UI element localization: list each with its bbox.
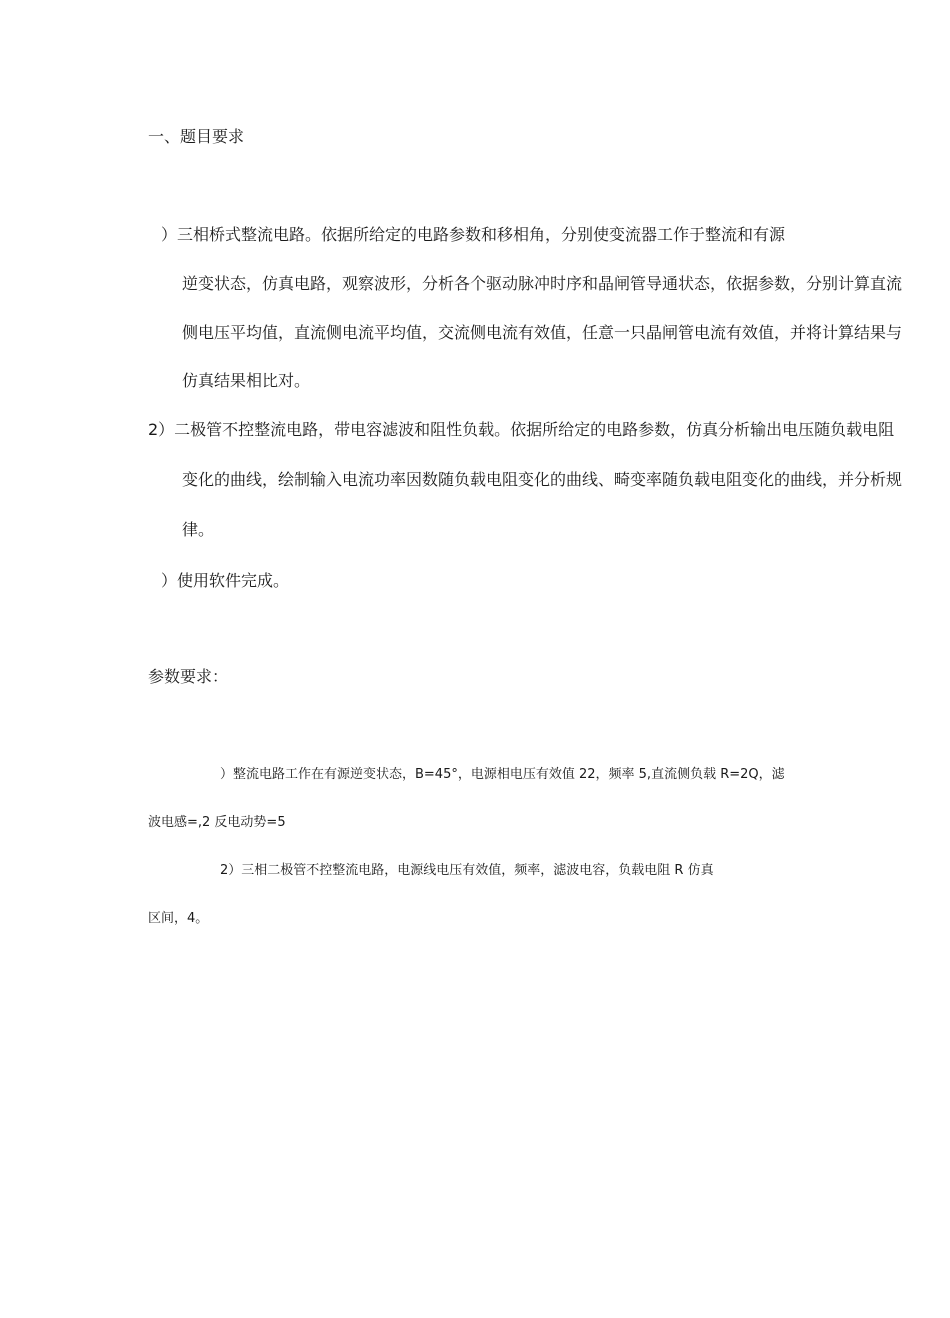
requirement-1-line-3: 侧电压平均值，直流侧电流平均值，交流侧电流有效值，任意一只晶闸管电流有效值，并将计算结果与: [182, 323, 903, 342]
requirement-3: ）使用软件完成。: [161, 571, 290, 590]
section-title: 一、题目要求: [148, 127, 245, 146]
requirement-2-line-1: 2）二极管不控整流电路，带电容滤波和阻性负载。依据所给定的电路参数，仿真分析输出电压随负载电阻: [148, 420, 895, 439]
param-2-line-1: 2）三相二极管不控整流电路，电源线电压有效值，频率，滤波电容，负载电阻 R 仿真: [220, 863, 714, 878]
requirement-2-line-2: 变化的曲线，绘制输入电流功率因数随负载电阻变化的曲线、畸变率随负载电阻变化的曲线，并分析规: [182, 470, 903, 489]
param-2-line-2: 区间，4。: [148, 911, 209, 926]
requirement-2-line-3: 律。: [182, 520, 215, 539]
param-1-line-1: ）整流电路工作在有源逆变状态，B=45°，电源相电压有效值 22，频率 5,直流侧负载 R=2Q，滤: [220, 767, 785, 782]
requirement-1-line-1: ）三相桥式整流电路。依据所给定的电路参数和移相角，分别使变流器工作于整流和有源: [161, 225, 786, 244]
requirement-1-line-4: 仿真结果相比对。: [182, 371, 311, 390]
requirement-1-line-2: 逆变状态，仿真电路，观察波形，分析各个驱动脉冲时序和晶闸管导通状态，依据参数，分别计算直流: [182, 274, 903, 293]
params-title: 参数要求：: [148, 667, 229, 686]
param-1-line-2: 波电感=,2 反电动势=5: [148, 815, 286, 830]
